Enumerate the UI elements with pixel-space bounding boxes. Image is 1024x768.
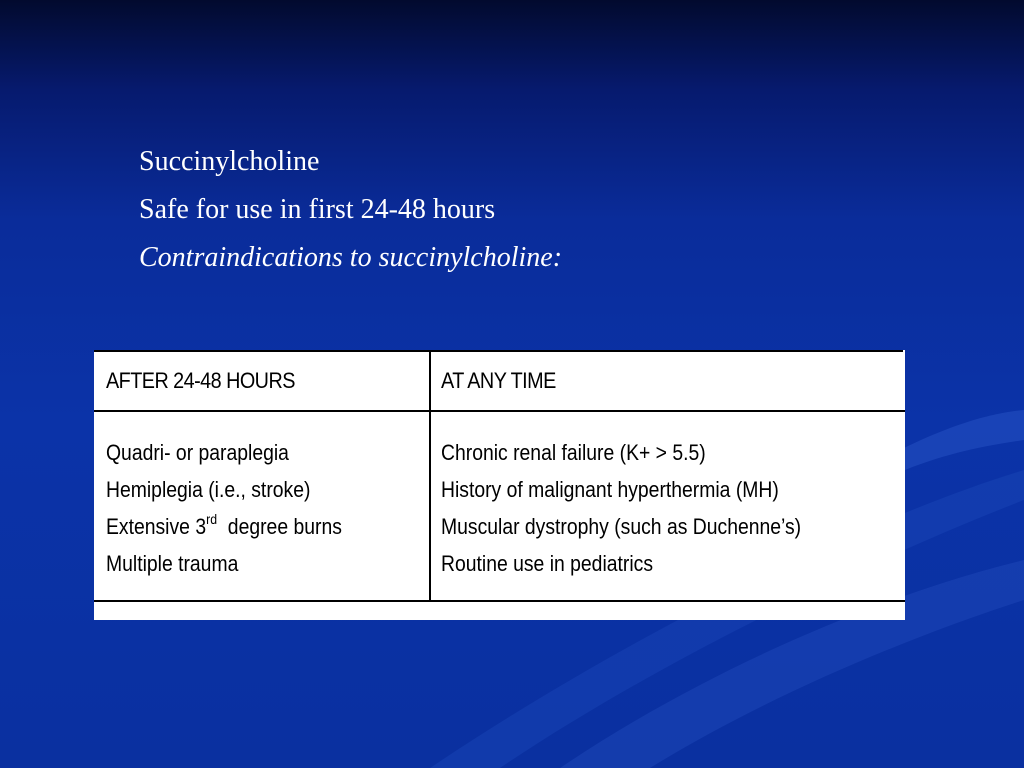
bullet-contraindications: Contraindications to succinylcholine: [139,242,563,273]
list-item: Chronic renal failure (K+ > 5.5) [441,440,706,465]
list-item: Quadri- or paraplegia [106,440,289,465]
slide-bullets [139,138,562,282]
after-24-48-cell [95,411,430,601]
header-any-time-label: AT ANY TIME [441,368,556,393]
any-time-cell [430,411,904,601]
bullet-title: Succinylcholine [139,146,320,177]
list-item: Hemiplegia (i.e., stroke) [106,477,311,502]
list-item: Routine use in pediatrics [441,551,654,576]
contraindications-table [94,350,905,602]
table-header-row [95,351,904,411]
burns-suffix: degree burns [217,514,342,539]
bullet-safe-window: Safe for use in first 24-48 hours [139,194,496,225]
header-any-time [430,351,904,411]
burns-superscript: rd [206,510,218,527]
header-after-24-48-label: AFTER 24-48 HOURS [106,368,295,393]
list-item: Muscular dystrophy (such as Duchenne’s) [441,514,802,539]
contraindications-table-panel [94,350,905,620]
burns-prefix: Extensive 3 [106,514,207,539]
list-item: Multiple trauma [106,551,239,576]
header-after-24-48 [95,351,430,411]
list-item: History of malignant hyperthermia (MH) [441,477,779,502]
list-item [106,508,381,545]
table-body-row [95,411,904,601]
